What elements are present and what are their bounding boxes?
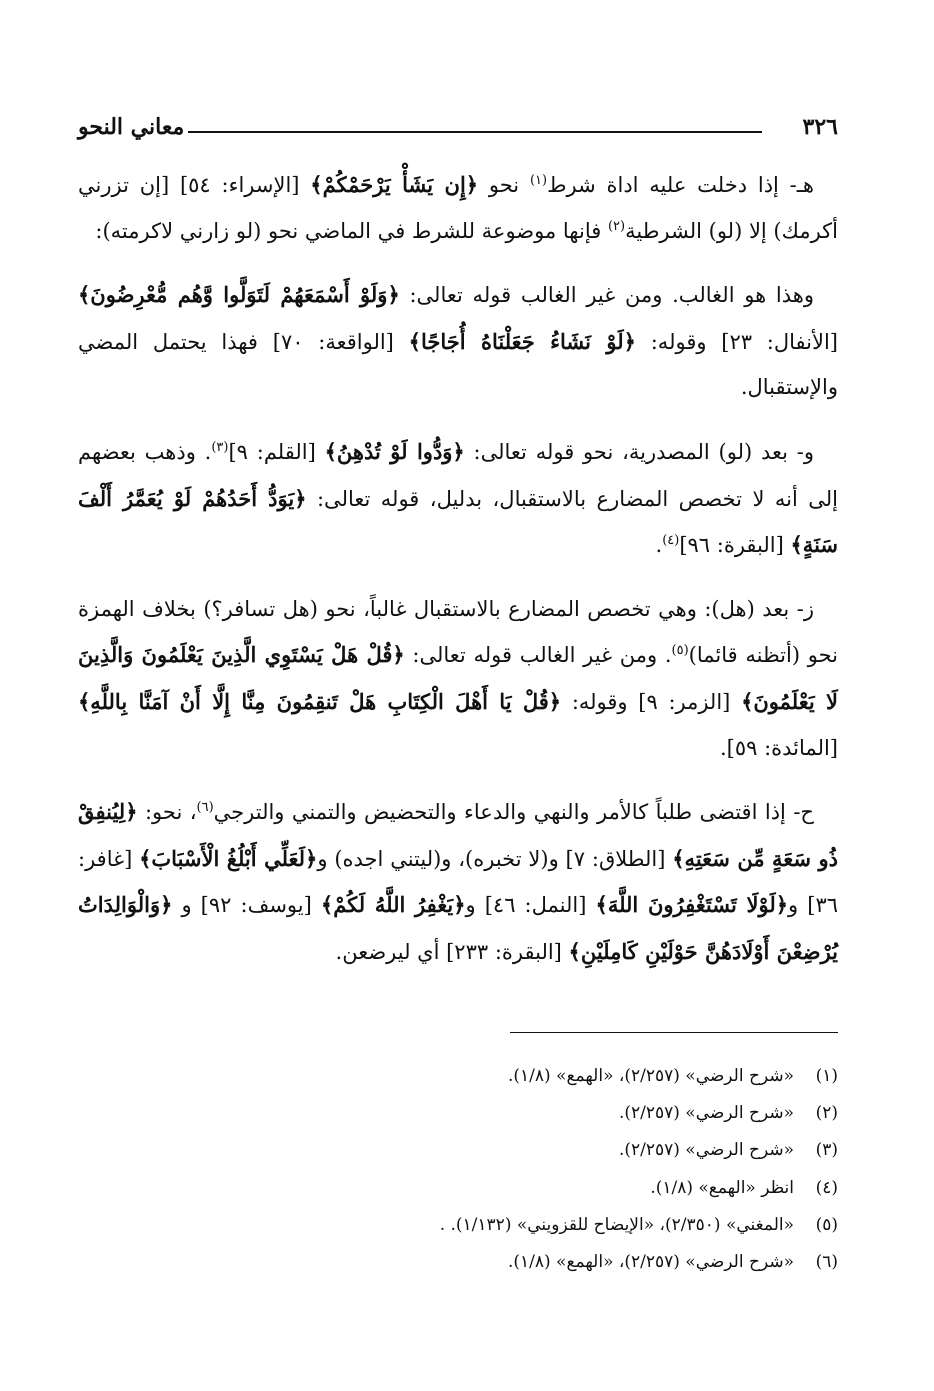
quran-quote: ﴿إِن يَشَأْ يَرْحَمْكُمْ﴾ <box>310 172 479 197</box>
footnote-text: «شرح الرضي» (٢/٢٥٧). <box>618 1140 794 1161</box>
text-run: نحو <box>478 173 530 197</box>
text-run: ح- إذا اقتضى طلباً كالأمر والنهي والدعاء والتحضيض والتمني والترجي <box>213 800 814 825</box>
text-run: [الإسراء: ٥٤] [إن تزرني أكرمك) إلا (لو) الشرطية <box>78 173 838 243</box>
text-run: فإنها موضوعة للشرط في الماضي نحو (لو زارني لاكرمته): <box>95 218 608 243</box>
text-run: [البقرة: ٩٦] <box>679 533 791 558</box>
header-rule <box>188 131 762 133</box>
quran-quote: ﴿يَوَدُّ أَحَدُهُمْ لَوْ يُعَمَّرُ أَلْفَ سَنَةٍ﴾ <box>78 485 838 558</box>
text-run: [الواقعة: ٧٠] فهذا يحتمل المضي والإستقبال. <box>78 329 838 400</box>
text-run: و- بعد (لو) المصدرية، نحو قوله تعالى: <box>464 439 815 464</box>
paragraph-ha <box>78 789 838 975</box>
quran-quote: ﴿وَدُّوا لَوْ تُدْهِنُ﴾ <box>324 438 465 464</box>
text-run: [المائدة: ٥٩]. <box>719 735 838 760</box>
text-run: [القلم: ٩] <box>228 439 325 464</box>
paragraph-ghalib <box>78 272 838 411</box>
text-run: ز- بعد (هل): وهي تخصص المضارع بالاستقبال غالباً، نحو (هل تسافر؟) بخلاف الهمزة نحو (أتظنه قائما) <box>78 596 838 668</box>
quran-quote: ﴿قُلْ هَلْ يَسْتَوِي الَّذِينَ يَعْلَمُونَ وَالَّذِينَ لَا يَعْلَمُونَ﴾ <box>78 642 839 714</box>
footnote <box>200 1058 838 1095</box>
text-run: [غافر: ٣٦] و <box>78 846 838 918</box>
footnote-separator <box>510 1032 838 1033</box>
text-run: [النمل: ٤٦] و <box>465 893 596 918</box>
quran-quote: ﴿وَالْوَالِدَاتُ يُرْضِعْنَ أَوْلَادَهُنَّ حَوْلَيْنِ كَامِلَيْنِ﴾ <box>78 892 838 964</box>
quran-quote: ﴿لَوْلَا تَسْتَغْفِرُونَ اللَّهَ﴾ <box>595 892 789 918</box>
quran-quote: ﴿يَغْفِرُ اللَّهُ لَكُمْ﴾ <box>320 892 466 918</box>
footnote-ref: (٤) <box>662 533 680 549</box>
text-run: وهذا هو الغالب. ومن غير الغالب قوله تعالى: <box>399 283 814 308</box>
text-run: [الزمر: ٩] وقوله: <box>561 689 742 714</box>
footnote-text: «المغني» (٢/٣٥٠)، «الإيضاح للقزويني» (١/١٣٢). . <box>439 1214 794 1235</box>
footnote-ref: (٣) <box>211 439 229 455</box>
footnote-ref: (٥) <box>671 643 689 659</box>
footnote <box>200 1170 838 1207</box>
footnote-text: «شرح الرضي» (٢/٢٥٧)، «الهمع» (١/٨). <box>507 1252 794 1273</box>
footnote-number: (٣) <box>815 1140 838 1161</box>
footnote-number: (١) <box>815 1066 838 1086</box>
page-number: ٣٢٦ <box>802 114 838 140</box>
footnote <box>200 1207 838 1244</box>
footnote-text: «شرح الرضي» (٢/٢٥٧)، «الهمع» (١/٨). <box>507 1066 794 1086</box>
quran-quote: ﴿لَعَلِّي أَبْلُغُ الْأَسْبَابَ﴾ <box>139 845 318 871</box>
quran-quote: ﴿قُلْ يَا أَهْلَ الْكِتَابِ هَلْ تَنقِمُونَ مِنَّا إِلَّا أَنْ آمَنَّا بِاللَّهِ﴾ <box>78 688 562 714</box>
footnote-ref: (١) <box>529 173 548 188</box>
footnote <box>200 1244 838 1281</box>
footnotes <box>200 1058 838 1281</box>
text-run: ، نحو: <box>137 800 197 825</box>
quran-quote: ﴿وَلَوْ أَسْمَعَهُمْ لَتَوَلَّوا وَّهُم مُّعْرِضُونَ﴾ <box>78 282 400 308</box>
footnote <box>200 1132 838 1169</box>
body-text <box>78 162 838 994</box>
quran-quote: ﴿لَوْ نَشَاءُ جَعَلْنَاهُ أُجَاجًا﴾ <box>408 328 636 354</box>
text-run: [الأنفال: ٢٣] وقوله: <box>635 329 838 354</box>
text-run: . <box>655 533 663 558</box>
text-run: [الطلاق: ٧] و(لا تخبره)، و(ليتني اجده) و <box>317 846 673 871</box>
footnote-text: «شرح الرضي» (٢/٢٥٧). <box>618 1103 794 1124</box>
footnote-number: (٢) <box>815 1103 838 1124</box>
footnote-number: (٦) <box>815 1252 838 1273</box>
text-run: . وذهب بعضهم إلى أنه لا تخصص المضارع بالاستقبال، بدليل، قوله تعالى: <box>78 439 838 511</box>
quran-quote: ﴿لِيُنفِقْ ذُو سَعَةٍ مِّن سَعَتِهِ﴾ <box>78 799 838 871</box>
page-header <box>78 110 838 144</box>
footnote-number: (٤) <box>815 1177 838 1198</box>
paragraph-he <box>78 162 838 254</box>
text-run: . ومن غير الغالب قوله تعالى: <box>404 643 672 668</box>
running-title: معاني النحو <box>78 114 185 140</box>
paragraph-zay <box>78 587 838 771</box>
footnote <box>200 1095 838 1132</box>
text-run: [البقرة: ٢٣٣] أي ليرضعن. <box>335 939 569 964</box>
text-run: هـ- إذا دخلت عليه اداة شرط <box>547 173 815 197</box>
footnote-number: (٥) <box>815 1214 838 1235</box>
footnote-ref: (٢) <box>607 218 626 234</box>
footnote-ref: (٦) <box>196 800 214 816</box>
text-run: [يوسف: ٩٢] و <box>172 893 321 918</box>
footnote-text: انظر «الهمع» (١/٨). <box>650 1177 794 1198</box>
paragraph-waw <box>78 429 838 569</box>
